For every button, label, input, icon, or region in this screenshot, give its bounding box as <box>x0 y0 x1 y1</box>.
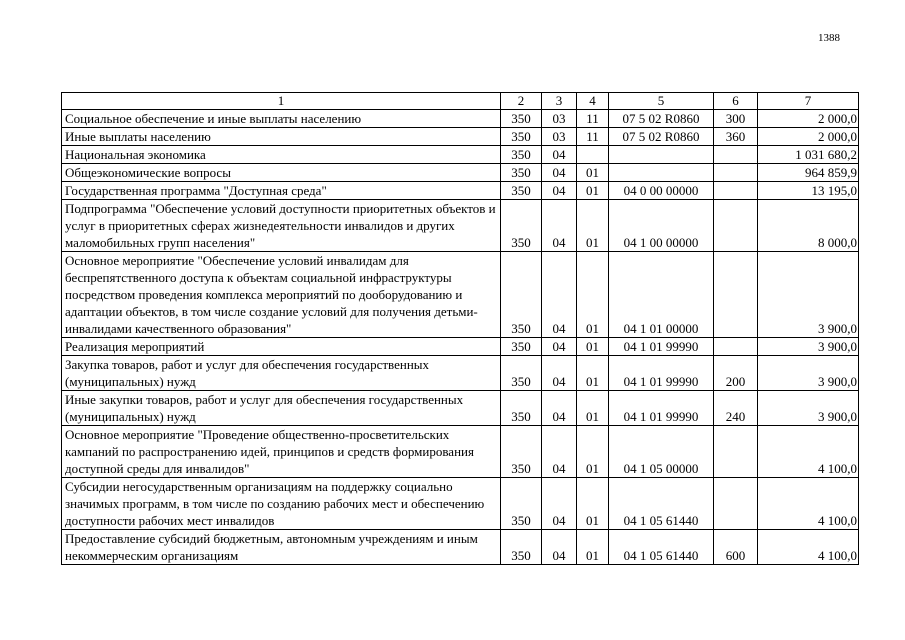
section-cell: 04 <box>542 391 577 426</box>
ministry-code-cell: 350 <box>501 478 542 530</box>
row-name-cell: Закупка товаров, работ и услуг для обеспечения государственных (муниципальных) нужд <box>62 356 501 391</box>
table-row <box>62 356 859 391</box>
amount-cell: 2 000,0 <box>758 128 859 146</box>
section-cell: 04 <box>542 164 577 182</box>
target-item-cell: 04 1 01 99990 <box>609 338 714 356</box>
ministry-code-cell: 350 <box>501 164 542 182</box>
subsection-cell: 01 <box>577 338 609 356</box>
ministry-code-cell: 350 <box>501 146 542 164</box>
amount-cell: 3 900,0 <box>758 356 859 391</box>
ministry-code-cell: 350 <box>501 110 542 128</box>
target-item-cell: 04 0 00 00000 <box>609 182 714 200</box>
section-cell: 04 <box>542 338 577 356</box>
table-row <box>62 146 859 164</box>
amount-cell: 8 000,0 <box>758 200 859 252</box>
header-cell: 7 <box>758 93 859 110</box>
expense-type-cell: 200 <box>714 356 758 391</box>
amount-cell: 1 031 680,2 <box>758 146 859 164</box>
subsection-cell: 01 <box>577 391 609 426</box>
target-item-cell: 07 5 02 R0860 <box>609 110 714 128</box>
table-row <box>62 200 859 252</box>
expense-type-cell <box>714 164 758 182</box>
subsection-cell: 01 <box>577 164 609 182</box>
section-cell: 04 <box>542 146 577 164</box>
expense-type-cell <box>714 478 758 530</box>
target-item-cell: 04 1 05 61440 <box>609 530 714 565</box>
header-cell: 4 <box>577 93 609 110</box>
row-name-cell: Подпрограмма "Обеспечение условий доступности приоритетных объектов и услуг в приоритетных сферах жизнедеятельности инвалидов и других маломобильных групп населения" <box>62 200 501 252</box>
row-name-cell: Иные выплаты населению <box>62 128 501 146</box>
target-item-cell: 04 1 05 00000 <box>609 426 714 478</box>
ministry-code-cell: 350 <box>501 252 542 338</box>
row-name-cell: Национальная экономика <box>62 146 501 164</box>
target-item-cell: 04 1 05 61440 <box>609 478 714 530</box>
row-name-cell: Общеэкономические вопросы <box>62 164 501 182</box>
subsection-cell: 01 <box>577 478 609 530</box>
header-cell: 2 <box>501 93 542 110</box>
target-item-cell: 04 1 01 00000 <box>609 252 714 338</box>
amount-cell: 3 900,0 <box>758 391 859 426</box>
target-item-cell: 04 1 01 99990 <box>609 391 714 426</box>
row-name-cell: Иные закупки товаров, работ и услуг для обеспечения государственных (муниципальных) нужд <box>62 391 501 426</box>
expense-type-cell: 240 <box>714 391 758 426</box>
target-item-cell <box>609 164 714 182</box>
section-cell: 04 <box>542 530 577 565</box>
amount-cell: 3 900,0 <box>758 252 859 338</box>
amount-cell: 964 859,9 <box>758 164 859 182</box>
target-item-cell: 04 1 00 00000 <box>609 200 714 252</box>
table-row <box>62 110 859 128</box>
target-item-cell: 07 5 02 R0860 <box>609 128 714 146</box>
amount-cell: 4 100,0 <box>758 530 859 565</box>
ministry-code-cell: 350 <box>501 200 542 252</box>
subsection-cell: 11 <box>577 110 609 128</box>
ministry-code-cell: 350 <box>501 182 542 200</box>
table-row <box>62 128 859 146</box>
row-name-cell: Предоставление субсидий бюджетным, автономным учреждениям и иным некоммерческим организациям <box>62 530 501 565</box>
header-cell: 6 <box>714 93 758 110</box>
amount-cell: 4 100,0 <box>758 478 859 530</box>
amount-cell: 13 195,0 <box>758 182 859 200</box>
ministry-code-cell: 350 <box>501 426 542 478</box>
page-number: 1388 <box>818 32 840 44</box>
amount-cell: 4 100,0 <box>758 426 859 478</box>
expense-type-cell <box>714 146 758 164</box>
ministry-code-cell: 350 <box>501 356 542 391</box>
target-item-cell: 04 1 01 99990 <box>609 356 714 391</box>
subsection-cell: 01 <box>577 356 609 391</box>
ministry-code-cell: 350 <box>501 530 542 565</box>
subsection-cell: 01 <box>577 530 609 565</box>
expense-type-cell: 360 <box>714 128 758 146</box>
budget-table <box>61 92 859 565</box>
subsection-cell <box>577 146 609 164</box>
subsection-cell: 11 <box>577 128 609 146</box>
expense-type-cell <box>714 252 758 338</box>
row-name-cell: Реализация мероприятий <box>62 338 501 356</box>
expense-type-cell: 600 <box>714 530 758 565</box>
header-cell: 1 <box>62 93 501 110</box>
ministry-code-cell: 350 <box>501 128 542 146</box>
section-cell: 04 <box>542 426 577 478</box>
expense-type-cell: 300 <box>714 110 758 128</box>
subsection-cell: 01 <box>577 252 609 338</box>
expense-type-cell <box>714 182 758 200</box>
section-cell: 04 <box>542 478 577 530</box>
section-cell: 03 <box>542 110 577 128</box>
subsection-cell: 01 <box>577 182 609 200</box>
row-name-cell: Основное мероприятие "Обеспечение условий инвалидам для беспрепятственного доступа к объектам социальной инфраструктуры посредством проведения комплекса мероприятий по дооборудованию и адаптации объектов, в том числе создание условий для получения детьми-инвалидами качественного образования" <box>62 252 501 338</box>
section-cell: 03 <box>542 128 577 146</box>
expense-type-cell <box>714 426 758 478</box>
expense-type-cell <box>714 200 758 252</box>
amount-cell: 2 000,0 <box>758 110 859 128</box>
row-name-cell: Основное мероприятие "Проведение общественно-просветительских кампаний по распространению идей, принципов и средств формирования доступной среды для инвалидов" <box>62 426 501 478</box>
expense-type-cell <box>714 338 758 356</box>
row-name-cell: Социальное обеспечение и иные выплаты населению <box>62 110 501 128</box>
row-name-cell: Субсидии негосударственным организациям на поддержку социально значимых программ, в том числе по созданию рабочих мест и обеспечению доступности рабочих мест инвалидов <box>62 478 501 530</box>
subsection-cell: 01 <box>577 426 609 478</box>
target-item-cell <box>609 146 714 164</box>
section-cell: 04 <box>542 182 577 200</box>
table-row <box>62 182 859 200</box>
table-row <box>62 338 859 356</box>
amount-cell: 3 900,0 <box>758 338 859 356</box>
header-cell: 3 <box>542 93 577 110</box>
table-header-row <box>62 93 859 110</box>
table-row <box>62 478 859 530</box>
table-row <box>62 426 859 478</box>
table-row <box>62 391 859 426</box>
section-cell: 04 <box>542 356 577 391</box>
ministry-code-cell: 350 <box>501 391 542 426</box>
subsection-cell: 01 <box>577 200 609 252</box>
table-row <box>62 164 859 182</box>
table-row <box>62 252 859 338</box>
header-cell: 5 <box>609 93 714 110</box>
table-row <box>62 530 859 565</box>
row-name-cell: Государственная программа "Доступная среда" <box>62 182 501 200</box>
section-cell: 04 <box>542 252 577 338</box>
section-cell: 04 <box>542 200 577 252</box>
ministry-code-cell: 350 <box>501 338 542 356</box>
